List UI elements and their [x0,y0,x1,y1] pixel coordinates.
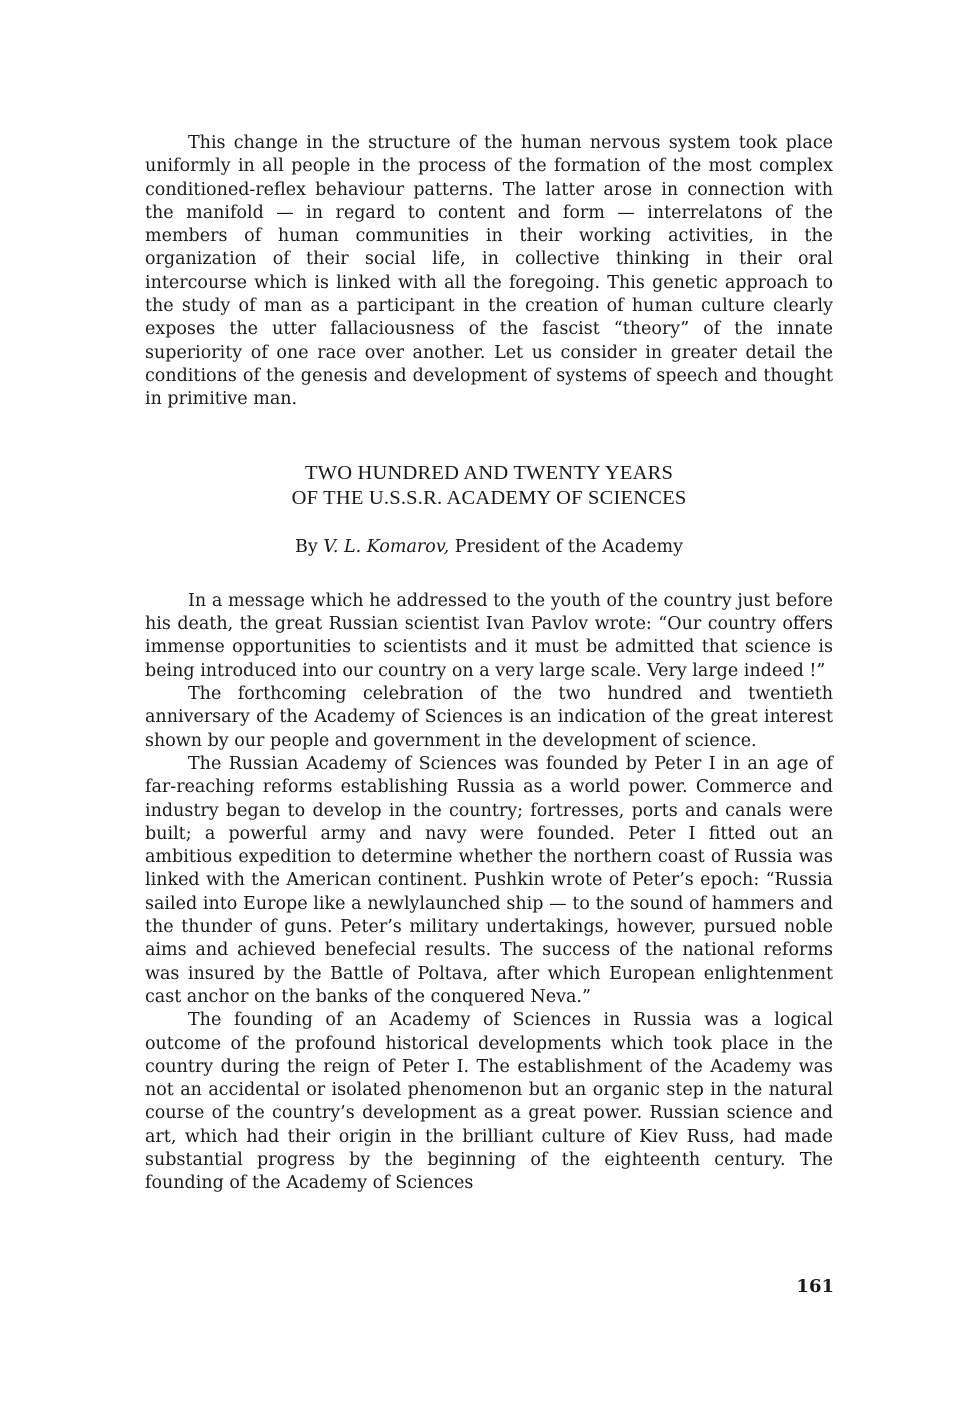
byline [145,536,833,559]
article-title [145,461,833,511]
article-paragraph-4: The founding of an Academy of Sciences in Russia was a logical outcome of the profound historical developments which took place in the country during the reign of Peter I. The establishment of the Academy was not an accidental or isolated phenomenon but an organic step in the natural course of the country’s development as a great power. Russian science and art, which had their origin in the brilliant culture of Kiev Russ, had made substantial progress by the beginning of the eighteenth century. The founding of the Academy of Sciences [145,1010,833,1194]
page-content [145,132,833,1196]
article-paragraph-1: In a message which he addressed to the youth of the country just before his death, the great Russian scientist Ivan Pavlov wrote: “Our country offers immense opportunities to scientists and it must be admitted that science is being introduced into our country on a very large scale. Very large indeed !” [145,590,833,681]
article-paragraph-3: The Russian Academy of Sciences was founded by Peter I in an age of far-reaching reforms establishing Russia as a world power. Commerce and industry began to develop in the country; fortresses, ports and canals were built; a powerful army and navy were founded. Peter I fitted out an ambitious expedition to determine whether the northern coast of Russia was linked with the American continent. Pushkin wrote of Peter’s epoch: “Russia sailed into Europe like a newlylaunched ship — to the sound of hammers and the thunder of guns. Peter’s military undertakings, however, pursued noble aims and achieved benefecial results. The success of the national reforms was insured by the Battle of Poltava, after which European enlightenment cast anchor on the banks of the conquered Neva.” [145,753,833,1007]
article-title-line-2: OF THE U.S.S.R. ACADEMY OF SCIENCES [291,486,687,509]
byline-suffix: President of the Academy [449,536,683,557]
page-number: 161 [796,1276,834,1297]
article-paragraph-2: The forthcoming celebration of the two hundred and twentieth anniversary of the Academy of Sciences is an indication of the great interest shown by our people and government in the development of science. [145,684,833,751]
intro-paragraph: This change in the structure of the human nervous system took place uniformly in all people in the process of the formation of the most complex conditioned-reflex behaviour patterns. The latter arose in connection with the manifold — in regard to content and form — interrelatons of the members of human communities in their working activities, in the organization of their social life, in collective thinking in their oral intercourse which is linked with all the foregoing. This genetic approach to the study of man as a participant in the creation of human culture clearly exposes the utter fallaciousness of the fascist “theory” of the innate superiority of one race over another. Let us consider in greater detail the conditions of the genesis and development of systems of speech and thought in primitive man. [145,133,833,410]
byline-prefix: By [295,536,324,557]
article-title-line-1: TWO HUNDRED AND TWENTY YEARS [304,461,674,484]
author-name: V. L. Komarov, [323,536,450,557]
